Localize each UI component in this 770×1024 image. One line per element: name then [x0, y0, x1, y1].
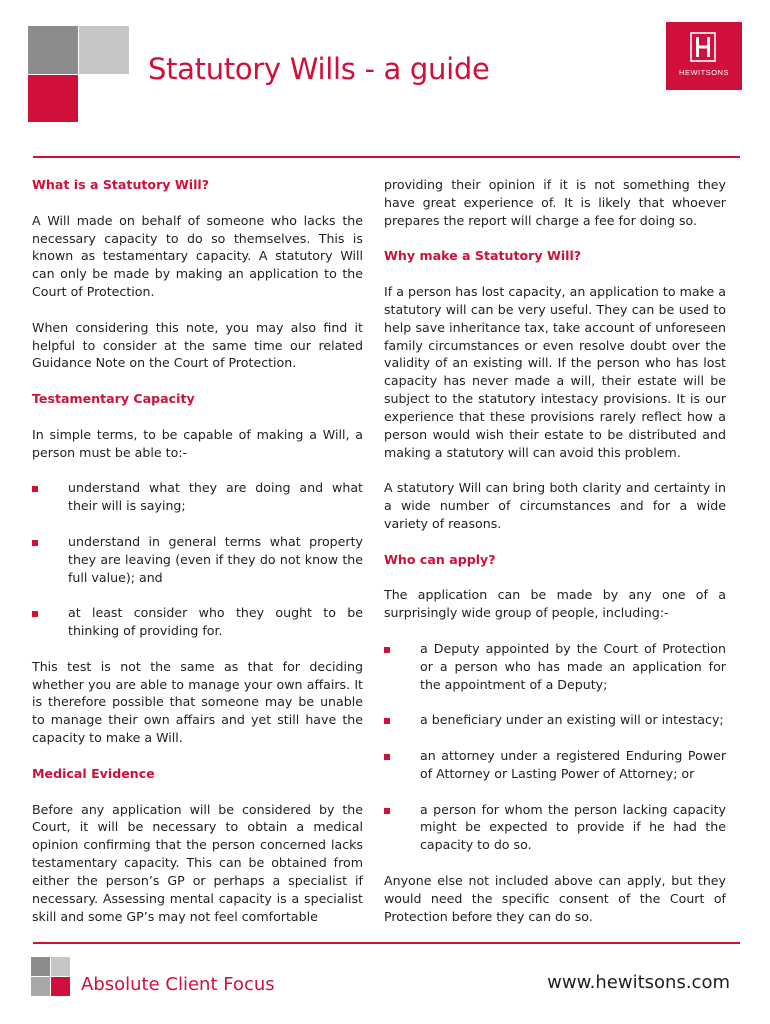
- list-item: understand in general terms what property they are leaving (even if they do not know the full value); and: [32, 533, 363, 587]
- heading-who-can-apply: Who can apply?: [384, 551, 496, 567]
- footer-website-link[interactable]: www.hewitsons.com: [547, 972, 730, 993]
- header-divider: [33, 156, 740, 158]
- paragraph: Before any application will be considered by the Court, it will be necessary to obtain a medical opinion confirming that the person concerned lacks testamentary capacity. This can be obtained from either the person’s GP or perhaps a specialist if necessary. Assessing mental capacity is a specialist skill and some GP’s may not feel comfortable: [32, 801, 363, 924]
- paragraph: providing their opinion if it is not something they have great experience of. It is likely that whoever prepares the report will charge a fee for doing so.: [384, 177, 726, 228]
- paragraph: A Will made on behalf of someone who lacks the necessary capacity to do so themselves. This is known as testamentary capacity. A statutory Will can only be made by making an application to the Court of Protection.: [32, 212, 363, 300]
- footer-square-grey: [31, 977, 50, 996]
- paragraph: If a person has lost capacity, an application to make a statutory will can be very useful. They can be used to help save inheritance tax, take account of unforeseen family circumstances or even resolve doubt over the validity of an existing will. If the person who has lost capacity has never made a will, their estate will be subject to the statutory intestacy provisions. It is our experience that these provisions rarely reflect how a person would wish their estate to be distributed and making a statutory will can avoid this problem.: [384, 284, 726, 460]
- hewitsons-logo: [666, 22, 742, 90]
- header-square-red: [28, 75, 78, 122]
- footer-tagline: Absolute Client Focus: [81, 974, 275, 995]
- paragraph: In simple terms, to be capable of making a Will, a person must be able to:-: [32, 426, 363, 460]
- applicant-list: [384, 640, 726, 854]
- left-column: [32, 176, 363, 943]
- header-square-dark: [28, 26, 78, 74]
- list-item: understand what they are doing and what their will is saying;: [32, 479, 363, 515]
- right-column: [384, 176, 726, 943]
- paragraph: This test is not the same as that for deciding whether you are able to manage your own affairs. It is therefore possible that someone may be unable to manage their own affairs and yet still have the capacity to make a Will.: [32, 658, 363, 746]
- footer-square-dark: [31, 957, 50, 976]
- heading-what-is: What is a Statutory Will?: [32, 177, 210, 192]
- paragraph: The application can be made by any one of a surprisingly wide group of people, including:-: [384, 587, 726, 621]
- capacity-list: [32, 479, 363, 640]
- paragraph: Anyone else not included above can apply, but they would need the specific consent of the Court of Protection before they can do so.: [384, 872, 726, 924]
- list-item: a beneficiary under an existing will or intestacy;: [384, 711, 726, 729]
- hewitsons-h-icon: [690, 32, 716, 62]
- page-title: Statutory Wills - a guide: [148, 52, 490, 86]
- heading-medical-evidence: Medical Evidence: [32, 765, 155, 781]
- footer-square-light: [51, 957, 70, 976]
- header-square-light: [79, 26, 129, 74]
- list-item: a Deputy appointed by the Court of Protection or a person who has made an application for the appointment of a Deputy;: [384, 640, 726, 694]
- paragraph: When considering this note, you may also find it helpful to consider at the same time our related Guidance Note on the Court of Protection.: [32, 319, 363, 371]
- list-item: at least consider who they ought to be thinking of providing for.: [32, 604, 363, 640]
- logo-wordmark: HEWITSONS: [679, 68, 729, 77]
- footer-divider: [33, 942, 740, 944]
- heading-testamentary-capacity: Testamentary Capacity: [32, 391, 195, 407]
- footer-square-red: [51, 977, 70, 996]
- list-item: an attorney under a registered Enduring Power of Attorney or Lasting Power of Attorney; or: [384, 747, 726, 783]
- heading-why-make: Why make a Statutory Will?: [384, 248, 582, 264]
- list-item: a person for whom the person lacking capacity might be expected to provide if he had the capacity to do so.: [384, 801, 726, 855]
- paragraph: A statutory Will can bring both clarity and certainty in a wide number of circumstances and for a wide variety of reasons.: [384, 480, 726, 532]
